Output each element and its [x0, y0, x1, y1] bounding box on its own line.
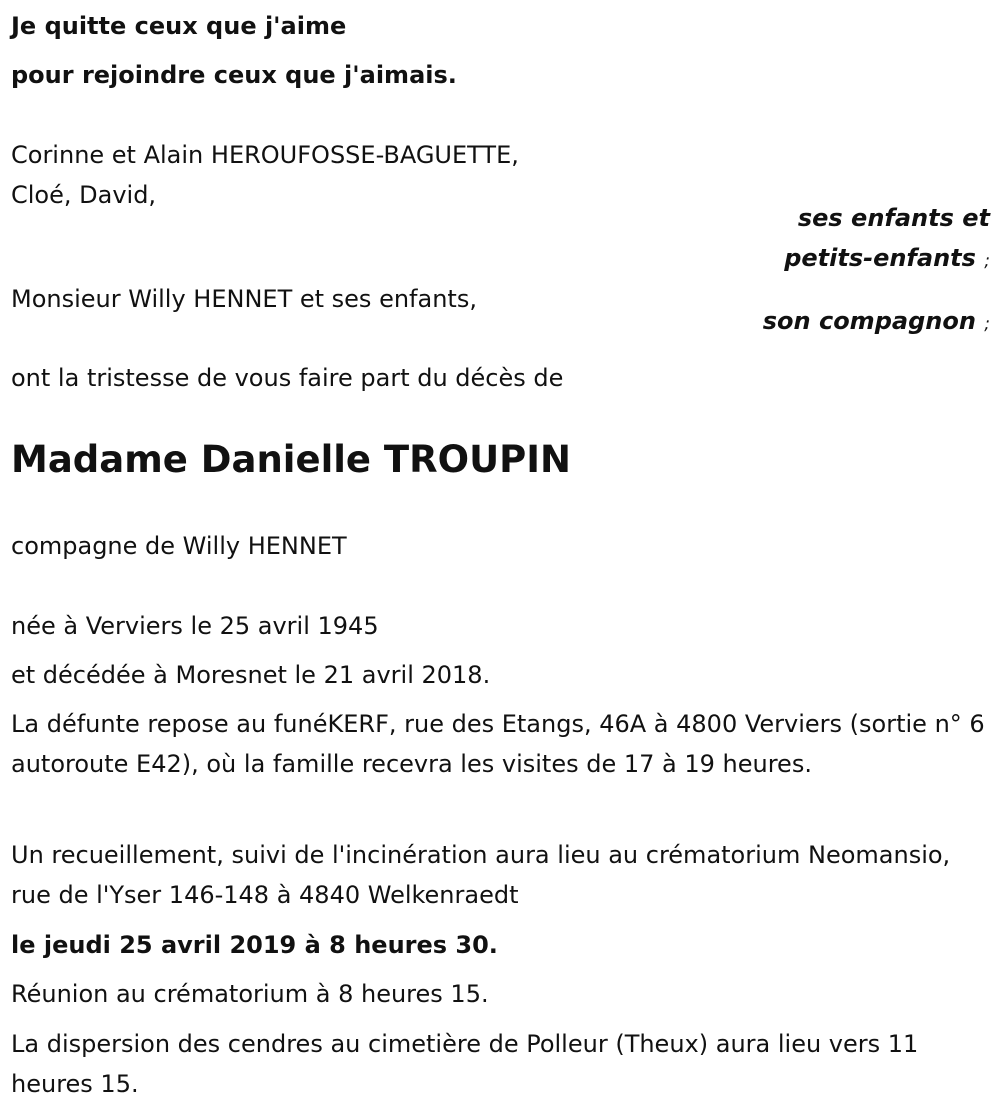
children-role-label: petits-enfants: [784, 244, 976, 272]
epitaph-line-1: Je quitte ceux que j'aime: [11, 12, 347, 40]
ceremony-paragraph: Un recueillement, suivi de l'incinération aura lieu au crématorium Neomansio, rue de l'Yser 146-148 à 4840 Welkenraedt: [11, 841, 951, 909]
children-line-2: Cloé, David,: [11, 181, 157, 209]
epitaph-line-2: pour rejoindre ceux que j'aimais.: [11, 61, 457, 89]
companion-role-punct: ;: [984, 314, 990, 334]
meeting-info: Réunion au crématorium à 8 heures 15.: [11, 980, 489, 1008]
repose-paragraph: La défunte repose au funéKERF, rue des Etangs, 46A à 4800 Verviers (sortie n° 6 autoroute E42), où la famille recevra les visites de 17 à 19 heures.: [11, 710, 985, 778]
birth-info: née à Verviers le 25 avril 1945: [11, 612, 379, 640]
announcement: ont la tristesse de vous faire part du décès de: [11, 364, 564, 392]
deceased-name: Madame Danielle TROUPIN: [11, 438, 571, 481]
companion-role-label: son compagnon: [762, 307, 976, 335]
children-role-line-1: ses enfants et: [797, 204, 990, 232]
death-info: et décédée à Moresnet le 21 avril 2018.: [11, 661, 491, 689]
companion-role: [763, 301, 990, 344]
companion-line: Monsieur Willy HENNET et ses enfants,: [11, 285, 477, 313]
children-role-punct: ;: [984, 251, 990, 271]
children-role-line-2: [784, 238, 990, 281]
children-line-1: Corinne et Alain HEROUFOSSE-BAGUETTE,: [11, 141, 519, 169]
ceremony-date: le jeudi 25 avril 2019 à 8 heures 30.: [11, 931, 498, 959]
deceased-relation: compagne de Willy HENNET: [11, 532, 347, 560]
dispersion-paragraph: La dispersion des cendres au cimetière de Polleur (Theux) aura lieu vers 11 heures 15.: [11, 1030, 919, 1098]
